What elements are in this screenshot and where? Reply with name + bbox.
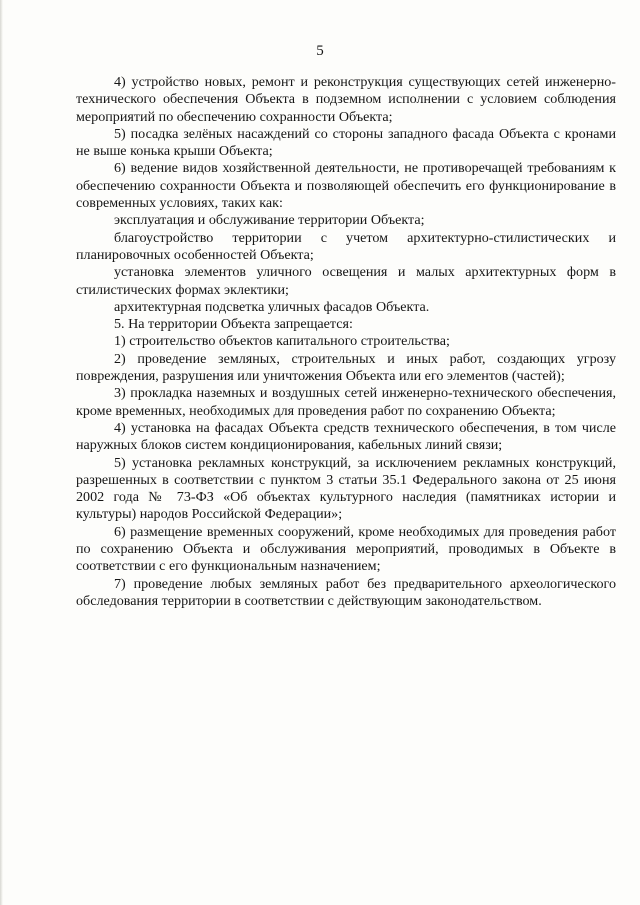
paragraph: архитектурная подсветка уличных фасадов Объекта.: [114, 298, 430, 315]
paragraph: 2) проведение земляных, строительных и иных работ, создающих угрозу повреждения, разрушения или уничтожения Объекта или его элементов (частей);: [76, 350, 616, 385]
paragraph: 7) проведение любых земляных работ без предварительного археологического обследования территории в соответствии с действующим законодательством.: [76, 575, 616, 609]
scan-edge-shadow: [0, 0, 3, 905]
paragraph: 5) посадка зелёных насаждений со стороны западного фасада Объекта с кронами не выше конька крыши Объекта;: [76, 125, 616, 160]
paragraph: 4) устройство новых, ремонт и реконструкция существующих сетей инженерно-технического обеспечения Объекта в подземном исполнении с условием соблюдения мероприятий по обеспечению сохранности Объекта;: [76, 74, 616, 125]
paragraph: 6) размещение временных сооружений, кроме необходимых для проведения работ по сохранению Объекта и обслуживания мероприятий, проводимых в Объекте в соответствии с его функциональным назначением;: [76, 523, 616, 575]
paragraph: 5) установка рекламных конструкций, за исключением рекламных конструкций, разрешенных в соответствии с пунктом 3 статьи 35.1 Федерального закона от 25 июня 2002 года № 73-ФЗ «Об объектах культурного наследия (памятниках истории и культуры) народов Российской Федерации»;: [76, 454, 616, 523]
paragraph: 1) строительство объектов капитального строительства;: [114, 333, 450, 350]
paragraph: установка элементов уличного освещения и малых архитектурных форм в стилистических формах эклектики;: [76, 264, 616, 298]
paragraph: 6) ведение видов хозяйственной деятельности, не противоречащей требованиям к обеспечению сохранности Объекта и позволяющей обеспечить его функционирование в современных условиях, таких как:: [76, 160, 616, 212]
page-number: 5: [316, 43, 324, 59]
document-body: [76, 74, 616, 610]
paragraph: благоустройство территории с учетом архитектурно-стилистических и планировочных особенностей Объекта;: [76, 229, 616, 263]
paragraph: 4) установка на фасадах Объекта средств технического обеспечения, в том числе наружных блоков систем кондиционирования, кабельных линий связи;: [76, 419, 616, 454]
section-heading: 5. На территории Объекта запрещается:: [114, 316, 353, 333]
paragraph: эксплуатация и обслуживание территории Объекта;: [114, 212, 425, 229]
paragraph: 3) прокладка наземных и воздушных сетей инженерно-технического обеспечения, кроме временных, необходимых для проведения работ по сохранению Объекта;: [76, 385, 616, 419]
